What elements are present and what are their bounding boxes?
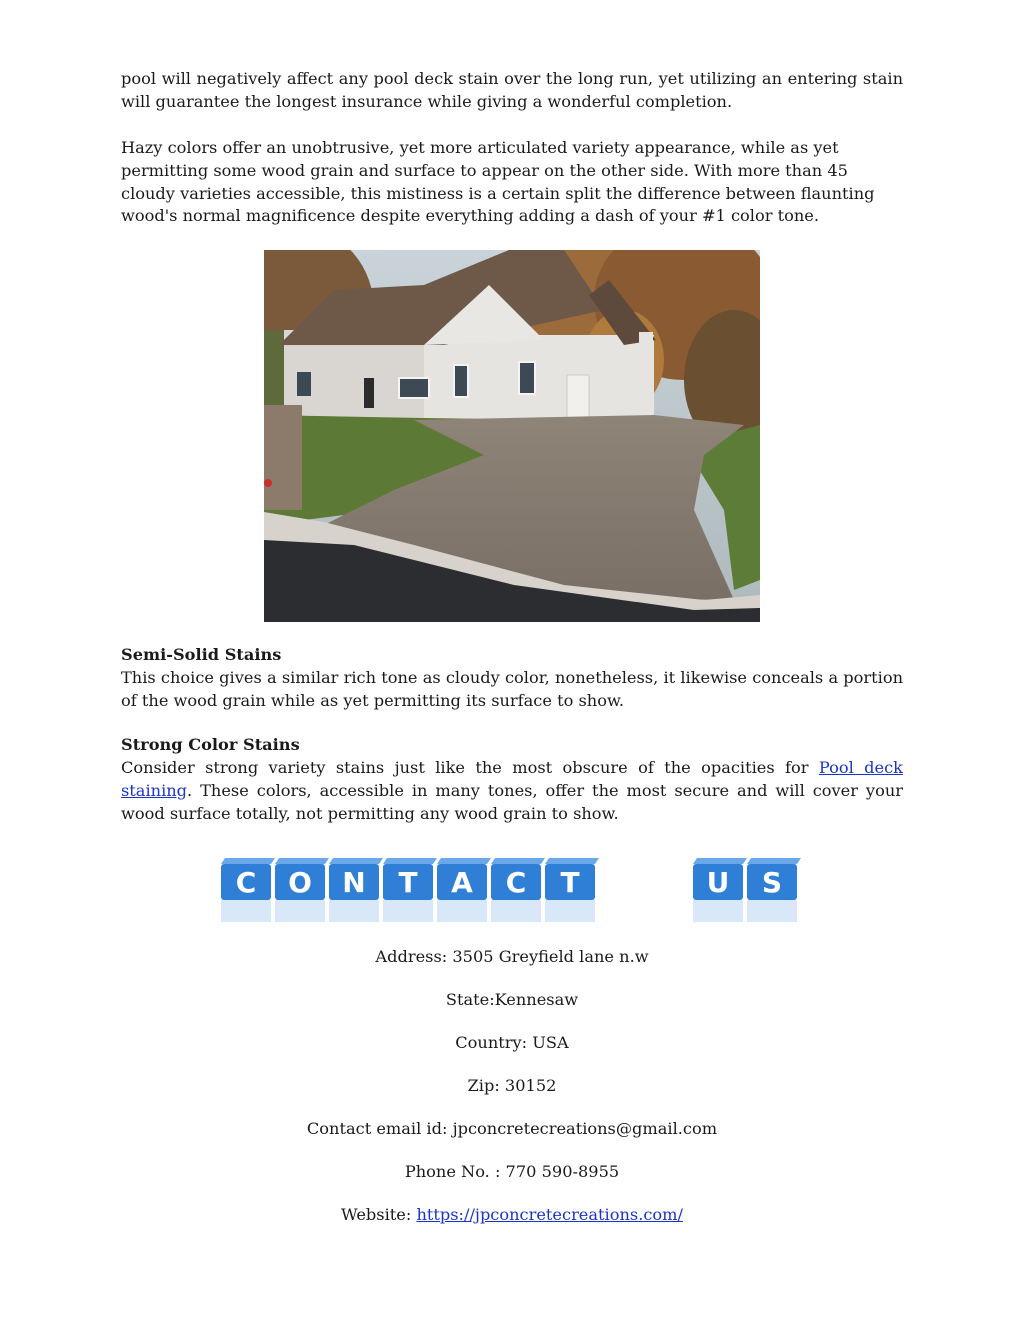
- state-line: State:Kennesaw: [445, 990, 579, 1009]
- contact-cube-contact-6: [545, 858, 599, 922]
- contact-cube-contact-5: [491, 858, 545, 922]
- cube-letter: N: [342, 866, 366, 899]
- driveway-house-photo: [264, 250, 760, 622]
- country-line: Country: USA: [455, 1033, 569, 1052]
- website-line: [0, 1204, 1024, 1226]
- cube-letter: T: [398, 866, 418, 899]
- strong-color-paragraph: [121, 757, 903, 825]
- website-link[interactable]: https://jpconcretecreations.com/: [416, 1205, 683, 1224]
- contact-cube-contact-2: [329, 858, 383, 922]
- cube-letter: A: [451, 866, 473, 899]
- cube-letter: C: [505, 866, 527, 899]
- semi-solid-paragraph: This choice gives a similar rich tone as cloudy color, nonetheless, it likewise conceals a portion of the wood grain while as yet permitting its surface to show.: [121, 668, 903, 710]
- email-line: Contact email id: jpconcretecreations@gmail.com: [306, 1119, 718, 1138]
- strong-color-heading: Strong Color Stains: [121, 735, 300, 754]
- contact-cube-contact-1: [275, 858, 329, 922]
- phone-line: Phone No. : 770 590-8955: [404, 1162, 620, 1181]
- cube-letter: C: [235, 866, 257, 899]
- semi-solid-heading: Semi-Solid Stains: [121, 645, 282, 664]
- strong-body-before: Consider strong variety stains just like the most obscure of the opacities for: [121, 758, 819, 777]
- contact-cube-us-1: [747, 858, 801, 922]
- strong-body-after: . These colors, accessible in many tones, offer the most secure and will cover your wood surface totally, not permitting any wood grain to show.: [121, 780, 903, 823]
- intro-paragraph-1: pool will negatively affect any pool deck stain over the long run, yet utilizing an entering stain will guarantee the longest insurance while giving a wonderful completion.: [121, 69, 903, 111]
- contact-cube-us-0: [693, 858, 747, 922]
- cube-letter: T: [560, 866, 580, 899]
- cube-letter: U: [706, 866, 730, 899]
- contact-cube-contact-0: [221, 858, 275, 922]
- cube-letter: O: [288, 866, 312, 899]
- website-label: Website:: [341, 1205, 417, 1224]
- address-line: Address: 3505 Greyfield lane n.w: [375, 947, 649, 966]
- zip-line: Zip: 30152: [467, 1076, 557, 1095]
- intro-paragraph-2: Hazy colors offer an unobtrusive, yet more articulated variety appearance, while as yet permitting some wood grain and surface to appear on the other side. With more than 45 cloudy varieties accessible, this mistiness is a certain split the difference between flaunting wood's normal magnificence despite everything adding a dash of your #1 color tone.: [121, 138, 875, 226]
- cube-letter: S: [761, 866, 783, 899]
- contact-cube-contact-4: [437, 858, 491, 922]
- contact-cube-contact-3: [383, 858, 437, 922]
- pool-deck-staining-link[interactable]: Pool deck staining: [121, 758, 903, 800]
- contact-us-banner: [193, 852, 831, 926]
